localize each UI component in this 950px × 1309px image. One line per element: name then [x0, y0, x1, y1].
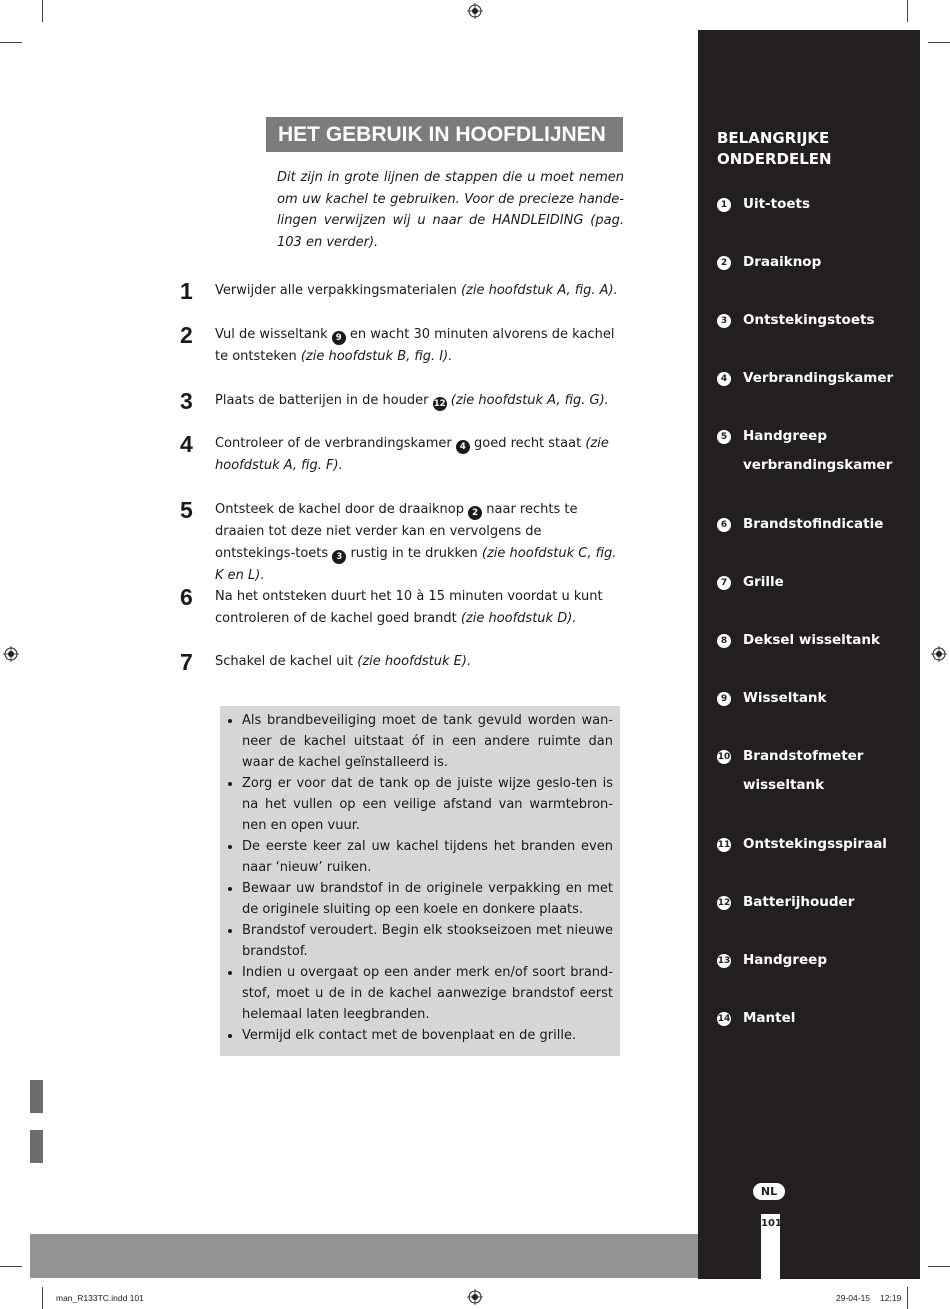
step-reference: (zie hoofdstuk E).: [357, 654, 472, 669]
part-number-badge: 8: [717, 634, 731, 648]
notes-list: [227, 710, 613, 1046]
step-text-run: Plaats de batterijen in de houder: [215, 393, 433, 408]
crop-mark: [0, 1266, 22, 1267]
footer-file: man_R133TC.indd 101: [56, 1293, 144, 1303]
part-number-badge: 12: [433, 399, 446, 409]
step-reference: (zie hoofdstuk D).: [460, 611, 577, 626]
notes-box: [220, 706, 620, 1056]
step-number: 1: [180, 278, 193, 304]
part-label: Ontstekingstoets: [743, 312, 875, 328]
part-number-badge: 5: [717, 430, 731, 444]
part-number-badge: 4: [456, 440, 470, 454]
sidebar-title: BELANGRIJKE ONDERDELEN: [717, 129, 832, 168]
step-text: [215, 586, 625, 630]
crop-mark: [42, 0, 43, 22]
footer-date: 29-04-15: [836, 1293, 871, 1303]
part-label: Grille: [743, 574, 784, 590]
step-text: [215, 324, 625, 368]
step-item: [180, 433, 625, 477]
step-text-run: rustig in te drukken: [346, 546, 482, 561]
crop-mark: [907, 1287, 908, 1309]
part-item: [717, 1004, 907, 1033]
step-text-run: Na het ontsteken duurt het 10 à 15 minuten voordat u kunt controleren of de kachel goed brandt: [215, 589, 603, 626]
step-text-run: Controleer of de verbrandingskamer: [215, 436, 456, 451]
part-item: [717, 830, 907, 859]
part-item: [717, 684, 907, 713]
step-reference: (zie hoofdstuk A, fig. G).: [450, 393, 609, 408]
note-item: • Indien u overgaat op een ander merk en/of soort brand-stof, moet u de in de kachel aanwezige brandstof eerst helemaal laten leegbranden.: [242, 962, 613, 1025]
intro-text: Dit zijn in grote lijnen de stappen die u moet nemen om uw kachel te gebruiken. Voor de precieze hande-lingen verwijzen wij u naar de HANDLEIDING (pag. 103 en verder).: [277, 170, 624, 250]
part-label: Wisseltank: [743, 690, 827, 706]
step-number: 7: [180, 649, 193, 675]
note-item: • De eerste keer zal uw kachel tijdens het branden even naar ‘nieuw’ ruiken.: [242, 836, 613, 878]
step-number: 3: [180, 388, 193, 414]
step-text: [215, 499, 625, 587]
part-number-badge: 3: [717, 314, 731, 328]
part-label: Handgreep: [743, 952, 827, 968]
step-reference: (zie hoofdstuk A, fig. A).: [460, 283, 618, 298]
step-text-run: goed recht staat: [469, 436, 586, 451]
part-item: [717, 190, 907, 219]
part-label: Deksel wisseltank: [743, 632, 880, 648]
part-label: Mantel: [743, 1010, 796, 1026]
step-text-run: Vul de wisseltank: [215, 327, 332, 342]
step-item: [180, 324, 625, 368]
part-item: [717, 422, 907, 480]
part-label: Draaiknop: [743, 254, 822, 270]
part-label: Ontstekingsspiraal: [743, 836, 887, 852]
crop-mark: [42, 1287, 43, 1309]
page-number: 101: [761, 1218, 782, 1229]
part-number-badge: 13: [717, 956, 731, 966]
part-number-badge: 2: [468, 506, 482, 520]
crop-mark: [0, 42, 22, 43]
crop-mark: [907, 0, 908, 22]
note-item: • Vermijd elk contact met de bovenplaat en de grille.: [242, 1025, 613, 1046]
part-number-badge: 9: [717, 692, 731, 706]
thumb-index-bar: [30, 1130, 43, 1163]
registration-mark-icon: [467, 1289, 483, 1305]
part-item: [717, 568, 907, 597]
step-reference: (zie hoofdstuk B, fig. I).: [300, 349, 453, 364]
part-number-badge: 2: [717, 256, 731, 270]
step-text-run: Verwijder alle verpakkingsmaterialen: [215, 283, 461, 298]
step-text-run: naar rechts te draaien tot deze niet verder kan en vervolgens de ontstekings-toets: [215, 502, 578, 561]
step-text: [215, 390, 609, 413]
step-text: [215, 651, 471, 674]
part-item: [717, 946, 907, 975]
step-item: [180, 499, 625, 587]
registration-mark-icon: [931, 646, 947, 662]
part-item: [717, 888, 907, 917]
step-reference: (zie hoofdstuk C, fig. K en L).: [215, 546, 617, 583]
part-item: [717, 306, 907, 335]
step-text: [215, 433, 625, 477]
part-number-badge: 3: [332, 550, 346, 564]
part-item: [717, 248, 907, 277]
crop-mark: [928, 1266, 950, 1267]
note-item: • Als brandbeveiliging moet de tank gevuld worden wan-neer de kachel uitstaat óf in een andere ruimte dan waar de kachel geïnstalleerd is.: [242, 710, 613, 773]
part-number-badge: 14: [717, 1014, 731, 1024]
registration-mark-icon: [467, 3, 483, 19]
step-text-run: en wacht 30 minuten alvorens de kachel te ontsteken: [215, 327, 615, 364]
step-number: 6: [180, 584, 193, 610]
footer-time: 12:19: [880, 1293, 902, 1303]
note-item: • Bewaar uw brandstof in de originele verpakking en met de originele sluiting op een koele en donkere plaats.: [242, 878, 613, 920]
part-number-badge: 9: [332, 331, 346, 345]
part-item: [717, 742, 907, 800]
part-label: Handgreep verbrandingskamer: [743, 428, 893, 473]
step-text-run: Schakel de kachel uit: [215, 654, 358, 669]
step-number: 4: [180, 431, 193, 457]
part-item: [717, 626, 907, 655]
part-number-badge: 1: [717, 198, 731, 212]
part-label: Verbrandingskamer: [743, 370, 894, 386]
step-item: [180, 390, 625, 413]
part-label: Brandstofindicatie: [743, 516, 884, 532]
part-number-badge: 10: [717, 752, 731, 762]
step-item: [180, 651, 625, 674]
part-label: Batterijhouder: [743, 894, 855, 910]
part-label: Brandstofmeter wisseltank: [743, 748, 864, 793]
note-item: • Zorg er voor dat de tank op de juiste wijze geslo-ten is na het vullen op een veilige afstand van warmtebron-nen en open vuur.: [242, 773, 613, 836]
page-title: HET GEBRUIK IN HOOFDLIJNEN: [266, 117, 623, 152]
step-number: 2: [180, 322, 193, 348]
part-number-badge: 12: [717, 898, 731, 908]
page-footer-bar: [30, 1234, 698, 1278]
language-badge: NL: [753, 1183, 785, 1200]
part-item: [717, 510, 907, 539]
part-number-badge: 6: [717, 518, 731, 532]
step-text-run: Ontsteek de kachel door de draaiknop: [215, 502, 469, 517]
step-item: [180, 586, 625, 630]
step-reference: (zie hoofdstuk A, fig. F).: [215, 436, 609, 473]
step-item: [180, 280, 625, 303]
registration-mark-icon: [3, 646, 19, 662]
part-number-badge: 7: [717, 576, 731, 590]
part-number-badge: 4: [717, 372, 731, 386]
part-number-badge: 11: [717, 840, 731, 850]
crop-mark: [928, 42, 950, 43]
thumb-index-bar: [30, 1080, 43, 1113]
step-number: 5: [180, 497, 193, 523]
note-item: • Brandstof veroudert. Begin elk stookseizoen met nieuwe brandstof.: [242, 920, 613, 962]
step-text: [215, 280, 618, 303]
part-item: [717, 364, 907, 393]
part-label: Uit-toets: [743, 196, 811, 212]
